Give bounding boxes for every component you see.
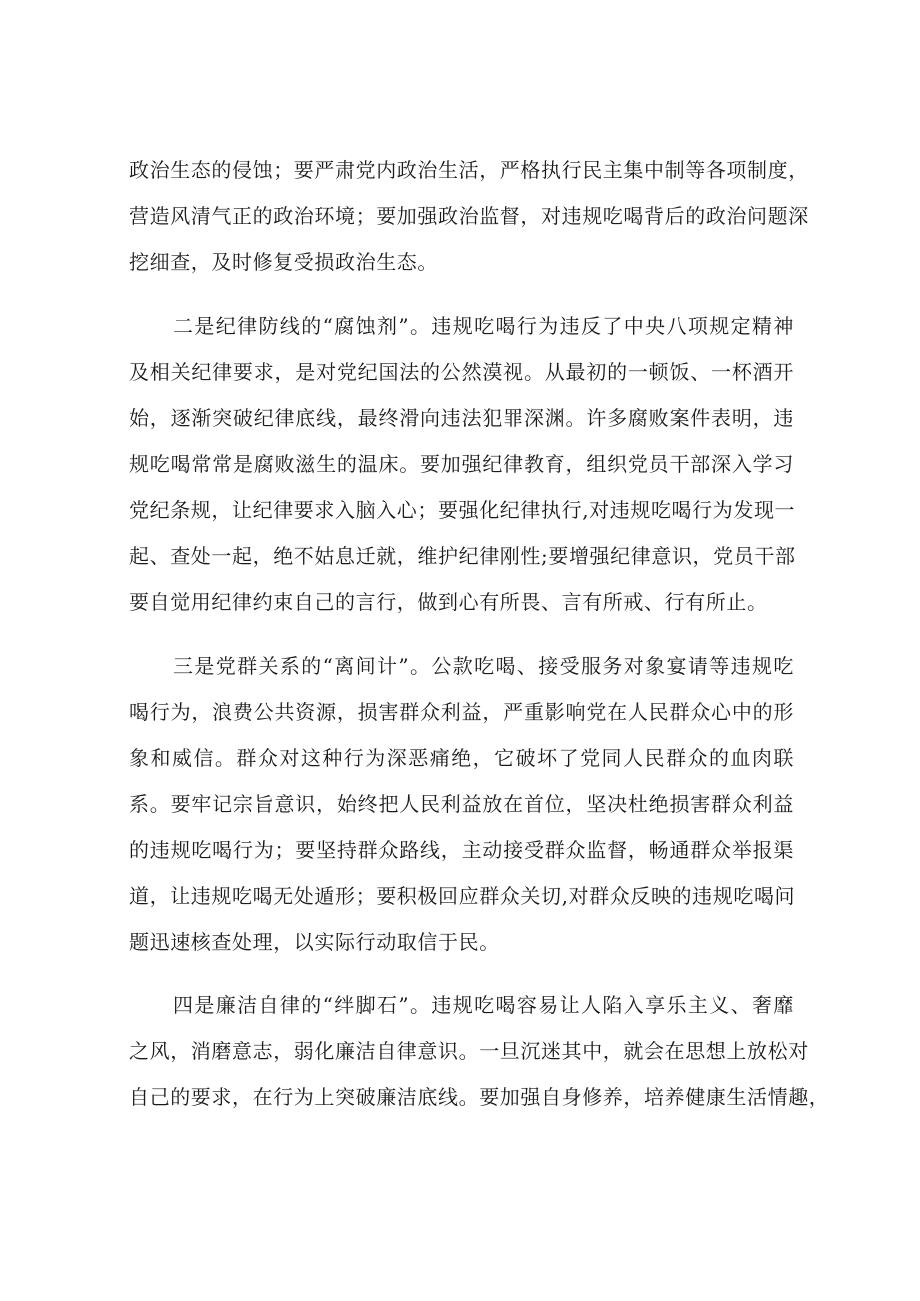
paragraph-discipline-defense <box>129 303 794 625</box>
text-line: 及相关纪律要求，是对党纪国法的公然漠视。从最初的一顿饭、一杯酒开 <box>129 360 794 384</box>
text-line: 喝行为，浪费公共资源，损害群众利益，严重影响党在人民群众心中的形 <box>129 700 794 724</box>
text-line: 起、查处一起，绝不姑息迁就，维护纪律刚性;要增强纪律意识，党员干部 <box>129 544 796 568</box>
text-line: 的违规吃喝行为；要坚持群众路线，主动接受群众监督，畅通群众举报渠 <box>129 838 794 862</box>
text-line: 系。要牢记宗旨意识，始终把人民利益放在首位，坚决杜绝损害群众利益 <box>129 792 794 816</box>
text-line: 规吃喝常常是腐败滋生的温床。要加强纪律教育，组织党员干部深入学习 <box>129 452 794 476</box>
paragraph-party-masses-relations <box>129 643 794 965</box>
text-line: 营造风清气正的政治环境；要加强政治监督，对违规吃喝背后的政治问题深 <box>129 204 809 228</box>
text-line: 四是廉洁自律的“绊脚石”。违规吃喝容易让人陷入享乐主义、奢靡 <box>173 993 794 1017</box>
text-line: 道，让违规吃喝无处遁形；要积极回应群众关切,对群众反映的违规吃喝问 <box>129 884 796 908</box>
paragraph-integrity-self-discipline <box>129 982 830 1120</box>
text-line: 二是纪律防线的“腐蚀剂”。违规吃喝行为违反了中央八项规定精神 <box>173 314 794 338</box>
paragraph-political-ecology <box>129 147 809 285</box>
text-line: 之风，消磨意志，弱化廉洁自律意识。一旦沉迷其中，就会在思想上放松对 <box>129 1039 809 1063</box>
text-line: 题迅速核查处理，以实际行动取信于民。 <box>129 930 500 954</box>
text-line: 政治生态的侵蚀；要严肃党内政治生活，严格执行民主集中制等各项制度， <box>129 158 809 182</box>
text-line: 三是党群关系的“离间计”。公款吃喝、接受服务对象宴请等违规吃 <box>173 654 794 678</box>
text-line: 党纪条规，让纪律要求入脑入心；要强化纪律执行,对违规吃喝行为发现一 <box>129 498 796 522</box>
text-line: 始，逐渐突破纪律底线，最终滑向违法犯罪深渊。许多腐败案件表明，违 <box>129 406 794 430</box>
text-line: 象和威信。群众对这种行为深恶痛绝，它破坏了党同人民群众的血肉联 <box>129 746 794 770</box>
text-line: 自己的要求，在行为上突破廉洁底线。要加强自身修养，培养健康生活情趣， <box>129 1085 830 1109</box>
text-line: 挖细查，及时修复受损政治生态。 <box>129 250 438 274</box>
text-line: 要自觉用纪律约束自己的言行，做到心有所畏、言有所戒、行有所止。 <box>129 590 768 614</box>
